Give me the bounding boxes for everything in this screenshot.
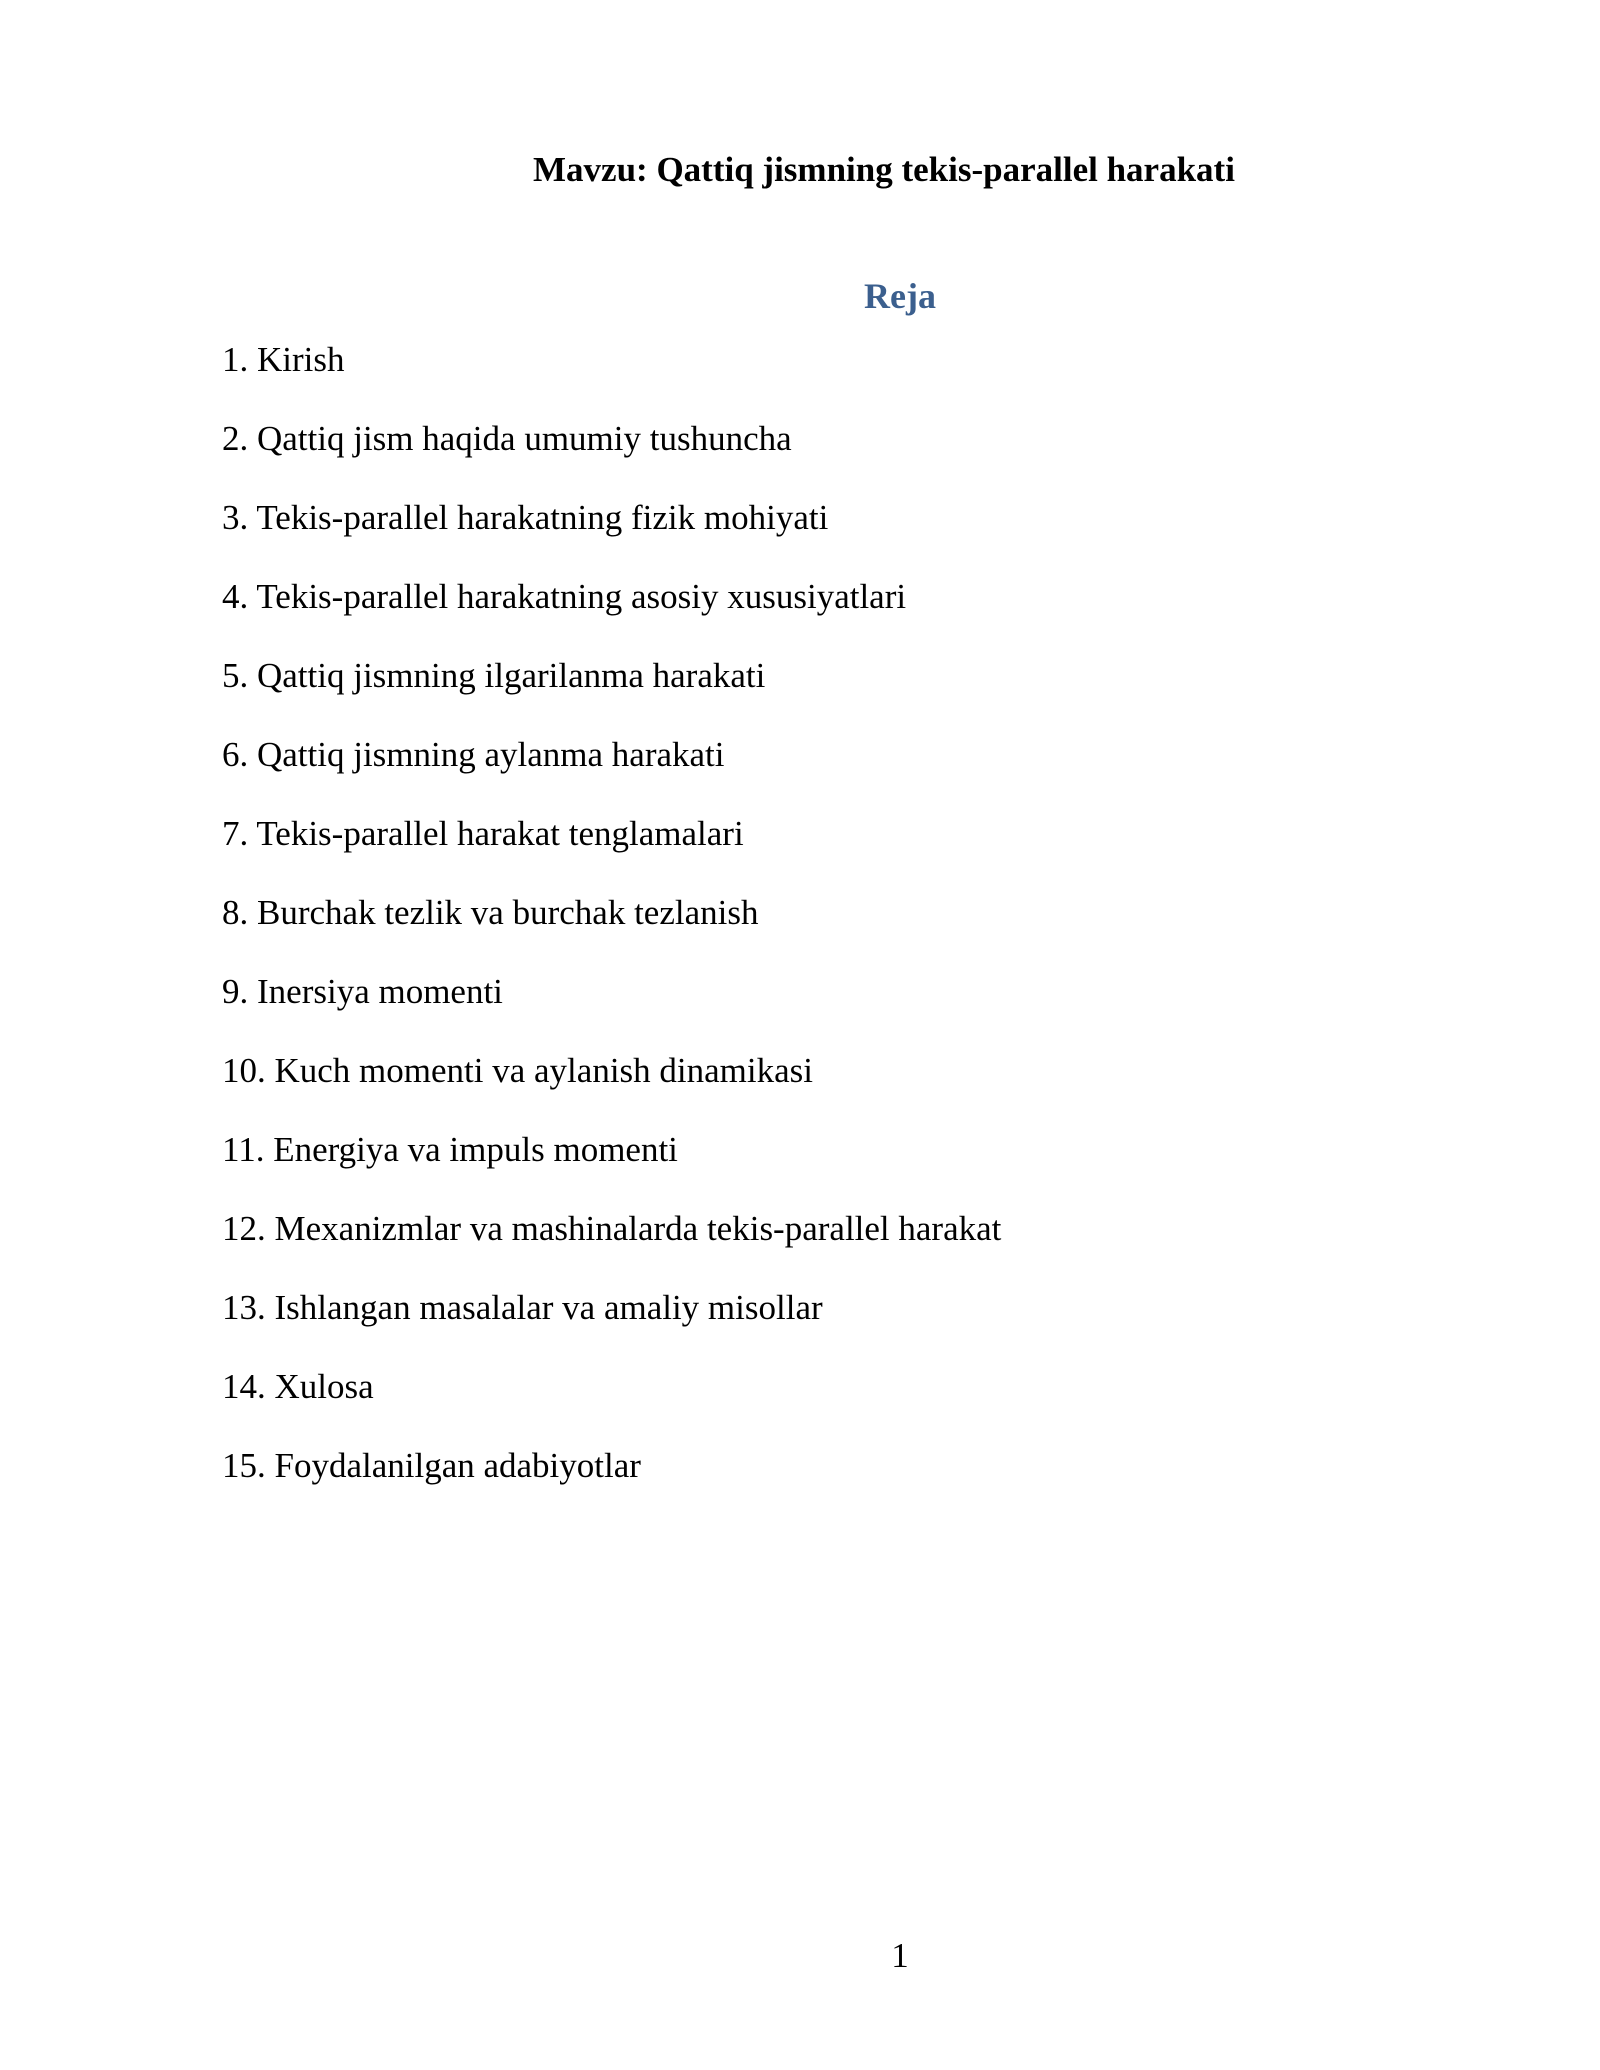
plan-item: 11. Energiya va impuls momenti bbox=[222, 1130, 678, 1169]
plan-item: 6. Qattiq jismning aylanma harakati bbox=[222, 735, 725, 774]
plan-item: 8. Burchak tezlik va burchak tezlanish bbox=[222, 893, 759, 932]
plan-item: 2. Qattiq jism haqida umumiy tushuncha bbox=[222, 419, 792, 458]
plan-item: 3. Tekis-parallel harakatning fizik mohiyati bbox=[222, 498, 829, 537]
plan-item: 5. Qattiq jismning ilgarilanma harakati bbox=[222, 656, 766, 695]
plan-item: 14. Xulosa bbox=[222, 1367, 374, 1406]
plan-heading: Reja bbox=[864, 276, 936, 316]
plan-item: 15. Foydalanilgan adabiyotlar bbox=[222, 1446, 641, 1485]
plan-item: 9. Inersiya momenti bbox=[222, 972, 503, 1011]
document-title: Mavzu: Qattiq jismning tekis-parallel harakati bbox=[533, 150, 1235, 189]
plan-item: 4. Tekis-parallel harakatning asosiy xususiyatlari bbox=[222, 577, 907, 616]
page-number: 1 bbox=[891, 1936, 909, 1975]
plan-item: 7. Tekis-parallel harakat tenglamalari bbox=[222, 814, 744, 853]
plan-item: 12. Mexanizmlar va mashinalarda tekis-parallel harakat bbox=[222, 1209, 1002, 1248]
plan-item: 1. Kirish bbox=[222, 340, 345, 379]
plan-item: 13. Ishlangan masalalar va amaliy misollar bbox=[222, 1288, 823, 1327]
plan-item: 10. Kuch momenti va aylanish dinamikasi bbox=[222, 1051, 814, 1090]
plan-list bbox=[222, 336, 1001, 1521]
